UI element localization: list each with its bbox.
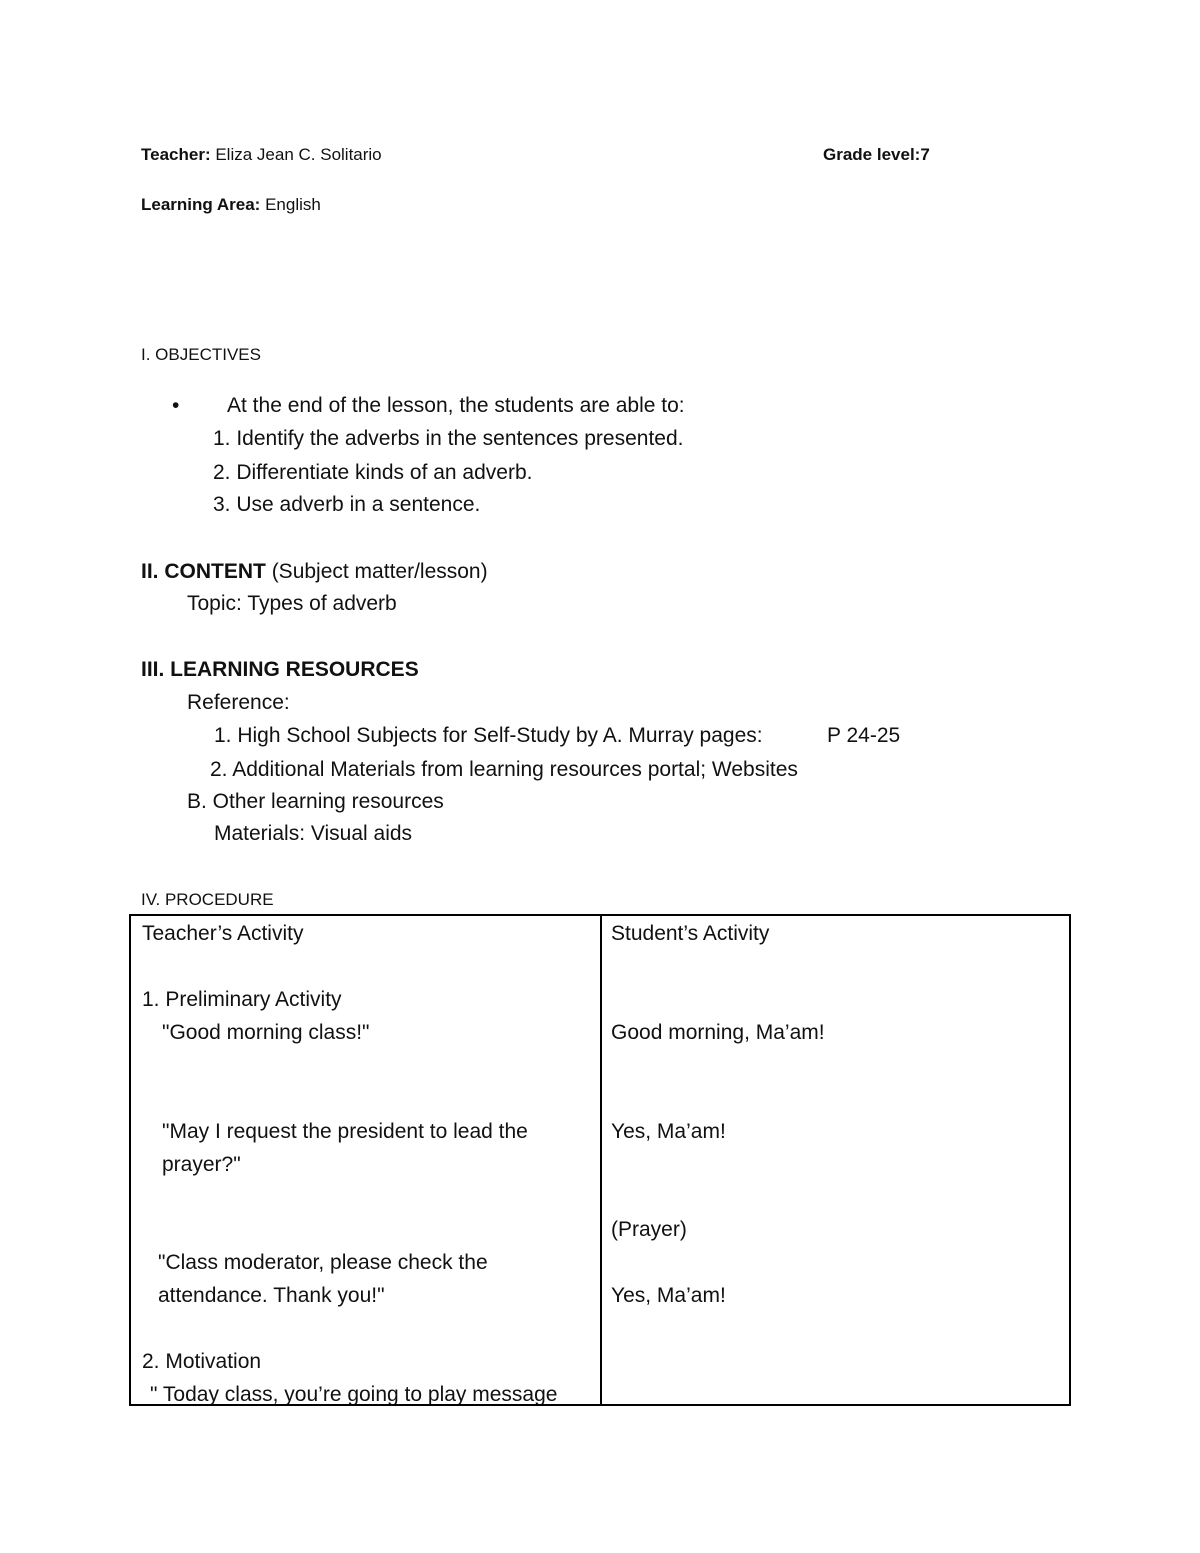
teacher-activity-motivation: 2. Motivation (142, 1350, 262, 1373)
teacher-line (141, 145, 382, 165)
grade-line (823, 145, 930, 165)
teacher-label: Teacher: (141, 145, 211, 164)
reference-pages: P 24-25 (827, 724, 901, 747)
grade-value: 7 (920, 145, 930, 164)
student-activity-prayer-reply: Yes, Ma’am! (611, 1120, 726, 1143)
objectives-intro: At the end of the lesson, the students are able to: (227, 394, 685, 417)
content-heading-line (141, 560, 488, 584)
teacher-activity-greeting: "Good morning class!" (162, 1021, 370, 1044)
student-activity-prayer: (Prayer) (611, 1218, 687, 1241)
reference-item: 1. High School Subjects for Self-Study by A. Murray pages: (214, 724, 763, 747)
content-heading-note: (Subject matter/lesson) (271, 560, 488, 583)
teacher-activity-attendance-cont: attendance. Thank you!" (158, 1284, 385, 1307)
bullet-icon: • (172, 394, 180, 417)
teacher-activity-motivation-text: " Today class, you’re going to play message (150, 1383, 558, 1406)
learning-area-value: English (265, 195, 321, 214)
objective-item: 2. Differentiate kinds of an adverb. (213, 461, 533, 484)
procedure-table (129, 914, 1071, 1406)
resources-heading: III. LEARNING RESOURCES (141, 658, 419, 681)
teacher-activity-prayer-cont: prayer?" (162, 1153, 241, 1176)
materials-line: Materials: Visual aids (214, 822, 413, 845)
teacher-name: Eliza Jean C. Solitario (215, 145, 382, 164)
teacher-activity-attendance: "Class moderator, please check the (158, 1251, 488, 1274)
table-column-divider (600, 916, 602, 1404)
teacher-activity-prayer: "May I request the president to lead the (162, 1120, 528, 1143)
grade-label: Grade level: (823, 145, 921, 164)
objectives-heading: I. OBJECTIVES (141, 345, 261, 364)
learning-area-line (141, 195, 321, 215)
student-column-header: Student’s Activity (611, 922, 770, 945)
content-topic: Topic: Types of adverb (187, 592, 397, 615)
procedure-heading: IV. PROCEDURE (141, 890, 274, 909)
student-activity-greeting: Good morning, Ma’am! (611, 1021, 825, 1044)
teacher-column-header: Teacher’s Activity (142, 922, 304, 945)
content-heading: II. CONTENT (141, 560, 266, 583)
reference-item: 2. Additional Materials from learning resources portal; Websites (210, 758, 798, 781)
reference-label: Reference: (187, 691, 290, 714)
other-resources-label: B. Other learning resources (187, 790, 444, 813)
objective-item: 3. Use adverb in a sentence. (213, 493, 481, 516)
teacher-activity-preliminary: 1. Preliminary Activity (142, 988, 342, 1011)
student-activity-attendance: Yes, Ma’am! (611, 1284, 726, 1307)
objective-item: 1. Identify the adverbs in the sentences presented. (213, 427, 684, 450)
learning-area-label: Learning Area: (141, 195, 261, 214)
